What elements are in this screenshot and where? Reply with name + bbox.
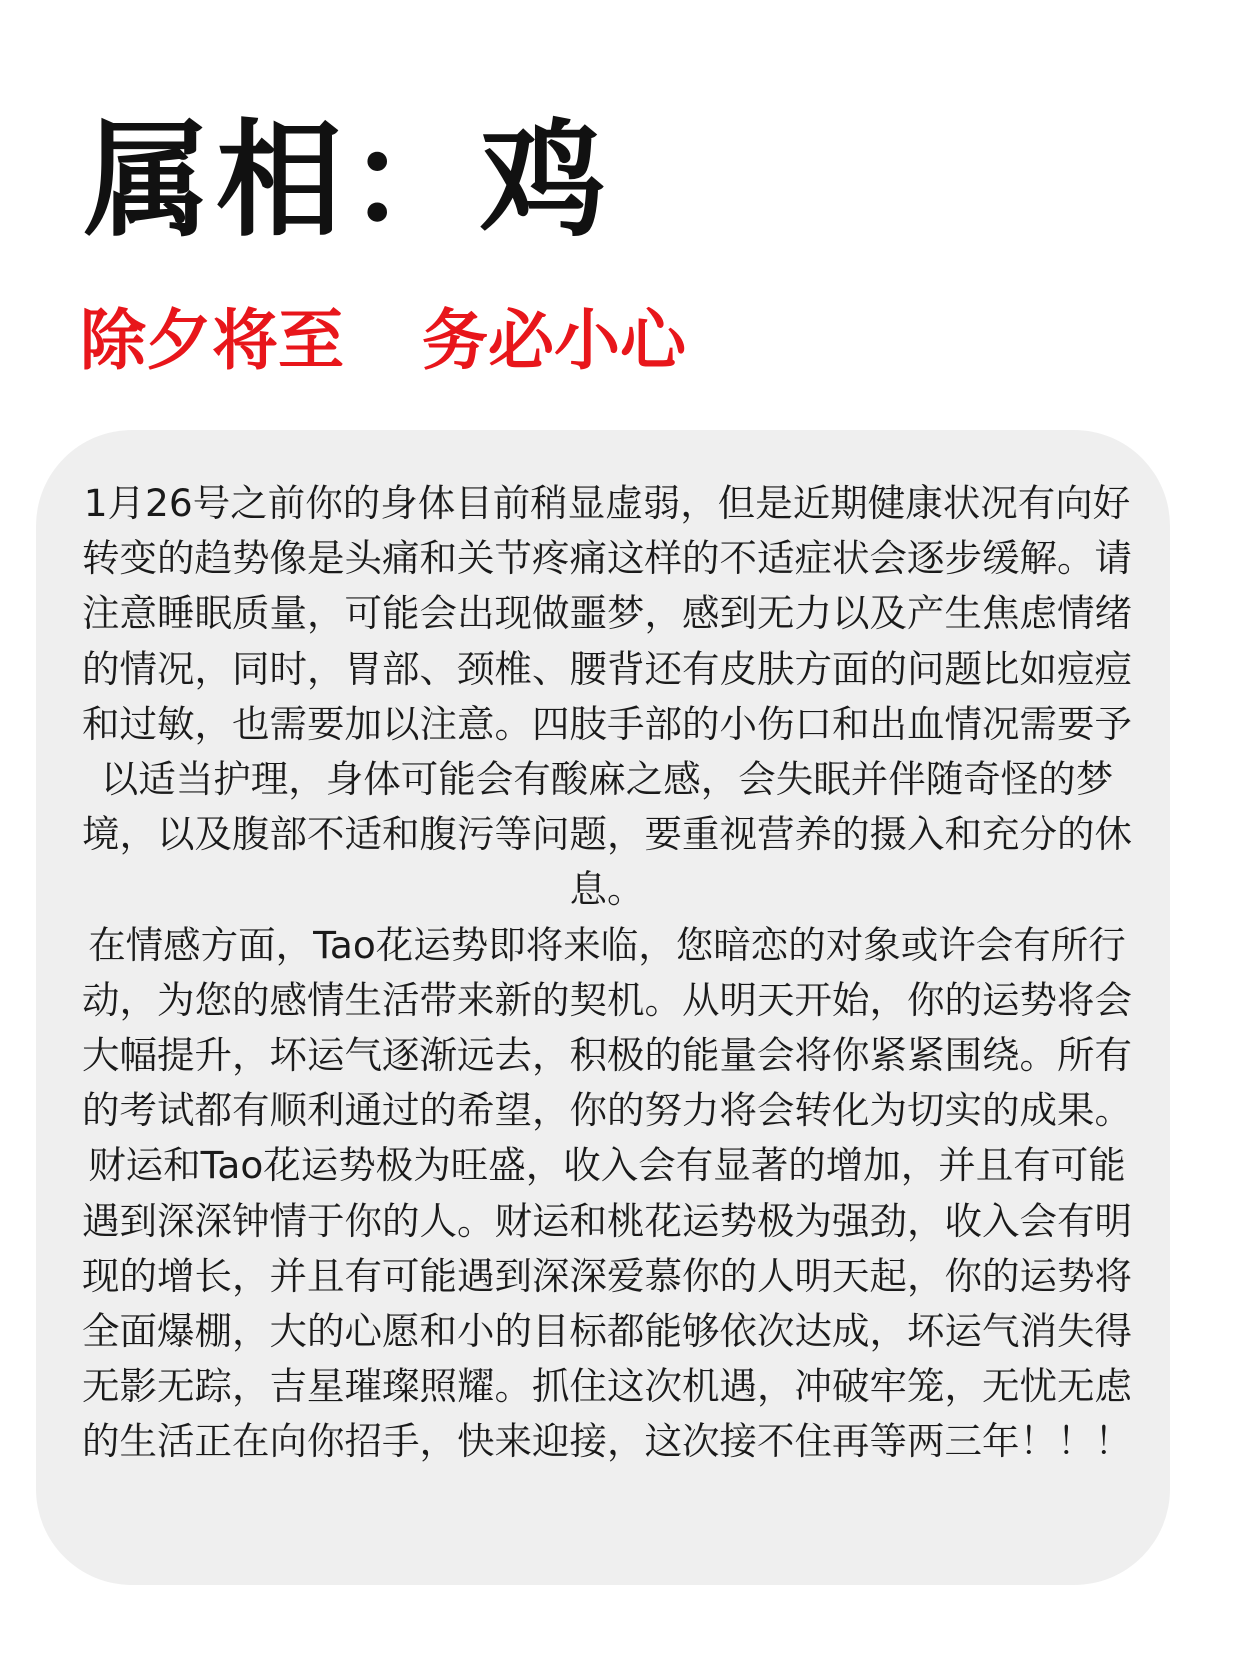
warning-subtitle — [80, 302, 686, 379]
subtitle-part-2: 务必小心 — [422, 302, 686, 379]
subtitle-part-1: 除夕将至 — [80, 302, 344, 379]
fortune-text-card — [36, 430, 1170, 1585]
page-title: 属相：鸡 — [84, 107, 612, 254]
health-paragraph: 1月26号之前你的身体目前稍显虚弱，但是近期健康状况有向好转变的趋势像是头痛和关节疼痛这样的不适症状会逐步缓解。请注意睡眠质量，可能会出现做噩梦，感到无力以及产生焦虑情绪的情况，同时，胃部、颈椎、腰背还有皮肤方面的问题比如痘痘和过敏，也需要加以注意。四肢手部的小伤口和出血情况需要予以适当护理，身体可能会有酸麻之感，会失眠并伴随奇怪的梦境，以及腹部不适和腹污等问题，要重视营养的摄入和充分的休息。 — [82, 481, 1132, 912]
love-fortune-paragraph: 在情感方面，Tao花运势即将来临，您暗恋的对象或许会有所行动，为您的感情生活带来新的契机。从明天开始，你的运势将会大幅提升，坏运气逐渐远去，积极的能量会将你紧紧围绕。所有的考试都有顺利通过的希望，你的努力将会转化为切实的成果。财运和Tao花运势极为旺盛，收入会有显著的增加，并且有可能遇到深深钟情于你的人。财运和桃花运势极为强劲，收入会有明现的增长，并且有可能遇到深深爱慕你的人明天起，你的运势将全面爆棚，大的心愿和小的目标都能够依次达成，坏运气消失得无影无踪，吉星璀璨照耀。抓住这次机遇，冲破牢笼，无忧无虑的生活正在向你招手，快来迎接，这次接不住再等两三年！！！ — [82, 922, 1132, 1464]
